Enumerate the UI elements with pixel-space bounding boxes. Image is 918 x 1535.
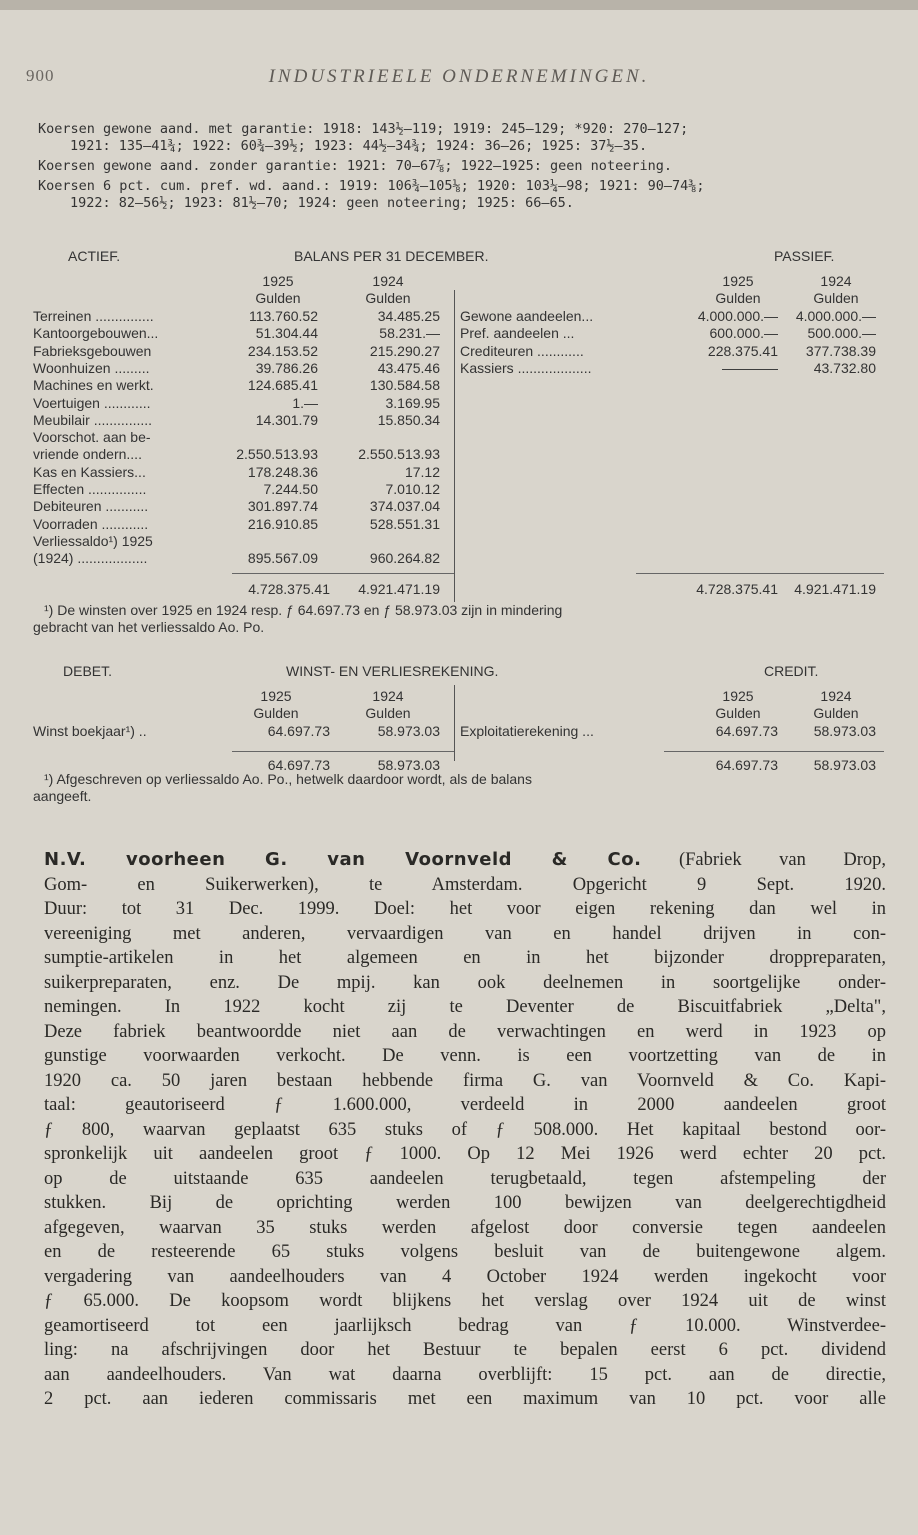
actief-label: Voorschot. aan be-: [33, 429, 151, 446]
body-line: en de resteerende 65 stuks volgens besluit van de buitengewone algem.: [44, 1242, 886, 1262]
body-line: vergadering van aandeelhouders van 4 October 1924 werden ingekocht voor: [44, 1266, 886, 1287]
passief-label: Crediteuren ............: [460, 342, 584, 359]
actief-value-1925: 124.685.41: [247, 377, 318, 394]
actief-value-1924: 43.475.46: [377, 359, 440, 376]
actief-label: Kas en Kassiers...: [33, 463, 146, 480]
running-title: INDUSTRIEELE ONDERNEMINGEN.: [268, 66, 650, 87]
total-value: 4.728.375.41: [696, 581, 778, 597]
actief-label: Terreinen ...............: [33, 308, 154, 324]
debet-label: Winst boekjaar¹) ..: [33, 723, 147, 739]
credit-value: 64.697.73: [715, 723, 778, 739]
company-description: [44, 848, 886, 1412]
passief-value-1924: 377.738.39: [805, 342, 876, 359]
year-label: 1924: [820, 688, 852, 704]
body-line: aan aandeelhouders. Van wat daarna overblijft: 15 pct. aan de directie,: [44, 1364, 886, 1385]
total-rule: [232, 751, 454, 752]
running-header: [0, 66, 918, 92]
body-line: sumptie-artikelen in het algemeen en in het bijzonder droppreparaten,: [44, 948, 886, 968]
actief-value-1925: 234.153.52: [247, 342, 318, 359]
actief-label: Kantoorgebouwen...: [33, 325, 159, 342]
koersen-line: Koersen 6 pct. cum. pref. wd. aand.: 1919: 106¾—105⅛; 1920: 103¼—98; 1921: 90—74⅜;: [38, 178, 705, 194]
page-top-edge: [0, 0, 918, 10]
passief-value-1924: 4.000.000.—: [795, 308, 876, 324]
credit-title: CREDIT.: [764, 663, 819, 679]
balance-sheet: [0, 248, 918, 635]
balance-title: BALANS PER 31 DECEMBER.: [294, 248, 489, 264]
page-number: 900: [26, 66, 55, 85]
actief-value-1925: 216.910.85: [247, 515, 318, 532]
balance-footnote: gebracht van het verliessaldo Ao. Po.: [33, 619, 265, 635]
passief-label: Kassiers ...................: [460, 359, 592, 376]
winst-title: WINST- EN VERLIESREKENING.: [286, 663, 499, 679]
actief-label: Voertuigen ............: [33, 394, 151, 411]
passief-label: Pref. aandeelen ...: [460, 325, 575, 342]
unit-label: Gulden: [813, 290, 859, 306]
body-line: 2 pct. aan iederen commissaris met een maximum van 10 pct. voor alle: [44, 1389, 886, 1409]
body-line: ƒ 65.000. De koopsom wordt blijkens het verslag over 1924 uit de winst: [44, 1291, 886, 1311]
debet-value: 64.697.73: [267, 723, 330, 739]
total-value: 64.697.73: [267, 757, 330, 773]
actief-value-1925: 301.897.74: [247, 498, 318, 515]
actief-value-1925: 178.248.36: [247, 463, 318, 480]
unit-label: Gulden: [253, 705, 299, 721]
body-line: suikerpreparaten, enz. De mpij. kan ook deelnemen in soortgelijke onder-: [44, 972, 886, 993]
passief-label: Gewone aandeelen...: [460, 308, 594, 324]
passief-value-1924: 43.732.80: [813, 359, 876, 376]
year-label: 1925: [260, 688, 292, 704]
passief-title: PASSIEF.: [774, 248, 835, 264]
actief-value-1925: 895.567.09: [247, 550, 318, 567]
passief-value-1925: 4.000.000.—: [697, 308, 778, 324]
actief-value-1924: 2.550.513.93: [358, 446, 440, 463]
actief-label: Verliessaldo¹) 1925: [33, 532, 153, 549]
actief-value-1924: 34.485.25: [377, 308, 440, 324]
actief-value-1924: 215.290.27: [369, 342, 440, 359]
total-value: 58.973.03: [377, 757, 440, 773]
body-line: ling: na afschrijvingen door het Bestuur te bepalen eerst 6 pct. dividend: [44, 1340, 886, 1360]
unit-label: Gulden: [255, 290, 301, 306]
actief-label: Effecten ...............: [33, 481, 147, 497]
actief-value-1924: 130.584.58: [369, 377, 440, 394]
actief-value-1924: 960.264.82: [369, 550, 440, 567]
year-label: 1924: [372, 273, 404, 289]
body-line: vereeniging met anderen, vervaardigen van en handel drijven in con-: [44, 923, 886, 944]
passief-value-1925: 600.000.—: [709, 325, 778, 342]
actief-value-1924: 374.037.04: [369, 498, 440, 515]
column-divider: [454, 290, 455, 602]
actief-value-1924: 7.010.12: [385, 481, 440, 497]
actief-value-1925: 2.550.513.93: [236, 446, 318, 463]
actief-label: Fabrieksgebouwen: [33, 342, 152, 359]
unit-label: Gulden: [715, 705, 761, 721]
unit-label: Gulden: [365, 290, 411, 306]
body-line: spronkelijk uit aandeelen groot ƒ 1000. Op 12 Mei 1926 werd echter 20 pct.: [44, 1144, 886, 1164]
actief-value-1924: 17.12: [404, 463, 440, 480]
body-line: geamortiseerd tot een jaarlijksch bedrag van ƒ 10.000. Winstverdee-: [44, 1315, 886, 1336]
company-name: N.V. voorheen G. van Voornveld & Co.: [44, 849, 642, 870]
actief-label: Voorraden ............: [33, 515, 149, 532]
body-line: nemingen. In 1922 kocht zij te Deventer de Biscuitfabriek „Delta",: [44, 997, 886, 1017]
year-label: 1924: [820, 273, 852, 289]
total-value: 4.728.375.41: [248, 581, 330, 597]
actief-value-1925: 7.244.50: [263, 481, 318, 497]
total-rule: [664, 751, 884, 752]
unit-label: Gulden: [365, 705, 411, 721]
profit-loss-account: [0, 663, 918, 813]
actief-label: Debiteuren ...........: [33, 498, 149, 515]
passief-value-1925: 228.375.41: [707, 342, 778, 359]
passief-value-1925: ————: [722, 359, 778, 376]
actief-value-1925: 113.760.52: [248, 308, 318, 324]
koersen-line: Koersen gewone aand. met garantie: 1918: 143½—119; 1919: 245—129; *920: 270—127;: [38, 121, 689, 137]
koersen-line: 1921: 135—41¾; 1922: 60¾—39½; 1923: 44½—34¾; 1924: 36—26; 1925: 37½—35.: [70, 138, 648, 154]
body-line: 1920 ca. 50 jaren bestaan hebbende firma G. van Voornveld & Co. Kapi-: [44, 1070, 886, 1091]
actief-label: (1924) ..................: [33, 550, 148, 567]
body-line: stukken. Bij de oprichting werden 100 bewijzen van deelgerechtigdheid: [44, 1193, 886, 1213]
actief-value-1924: 58.231.—: [379, 325, 440, 342]
passief-value-1924: 500.000.—: [807, 325, 876, 342]
body-line: ƒ 800, waarvan geplaatst 635 stuks of ƒ 508.000. Het kapitaal bestond oor-: [44, 1119, 886, 1140]
body-lines: [44, 873, 886, 1412]
body-line: afgegeven, waarvan 35 stuks werden afgelost door conversie tegen aandeelen: [44, 1217, 886, 1238]
year-label: 1925: [262, 273, 294, 289]
body-line: taal: geautoriseerd ƒ 1.600.000, verdeeld in 2000 aandeelen groot: [44, 1095, 886, 1115]
balance-footnote: ¹) De winsten over 1925 en 1924 resp. ƒ 64.697.73 en ƒ 58.973.03 zijn in mindering: [44, 602, 563, 618]
actief-label: Meubilair ...............: [33, 411, 153, 428]
body-line: Gom- en Suikerwerken), te Amsterdam. Opgericht 9 Sept. 1920.: [44, 874, 886, 895]
credit-value: 58.973.03: [813, 723, 876, 739]
body-line: op de uitstaande 635 aandeelen terugbetaald, tegen afstempeling der: [44, 1168, 886, 1189]
actief-value-1925: 51.304.44: [255, 325, 318, 342]
total-rule: [636, 573, 884, 574]
actief-value-1924: 528.551.31: [369, 515, 440, 532]
unit-label: Gulden: [715, 290, 761, 306]
actief-label: Machines en werkt.: [33, 377, 154, 394]
year-label: 1925: [722, 688, 754, 704]
body-line: gunstige voorwaarden verkocht. De venn. is een voortzetting van de in: [44, 1046, 886, 1066]
actief-title: ACTIEF.: [68, 248, 121, 264]
total-rule: [232, 573, 454, 574]
body-line: (Fabriek van Drop,: [641, 850, 886, 870]
unit-label: Gulden: [813, 705, 859, 721]
winst-footnote: aangeeft.: [33, 788, 92, 804]
credit-label: Exploitatierekening ...: [460, 723, 594, 739]
company-heading-line: [44, 848, 886, 873]
actief-value-1924: 3.169.95: [385, 394, 440, 411]
actief-value-1924: 15.850.34: [377, 411, 440, 428]
actief-value-1925: 14.301.79: [255, 411, 318, 428]
koersen-block: [0, 121, 918, 212]
actief-value-1925: 39.786.26: [255, 359, 318, 376]
koersen-line: Koersen gewone aand. zonder garantie: 1921: 70—67⅞; 1922—1925: geen noteering.: [38, 158, 672, 174]
debet-value: 58.973.03: [377, 723, 440, 739]
actief-label: vriende ondern....: [33, 446, 142, 463]
total-value: 58.973.03: [813, 757, 876, 773]
year-label: 1924: [372, 688, 404, 704]
total-value: 4.921.471.19: [794, 581, 876, 597]
body-line: Duur: tot 31 Dec. 1999. Doel: het voor eigen rekening dan wel in: [44, 899, 886, 919]
koersen-line: 1922: 82—56½; 1923: 81½—70; 1924: geen noteering; 1925: 66—65.: [70, 195, 574, 211]
debet-title: DEBET.: [63, 663, 113, 679]
total-value: 64.697.73: [715, 757, 778, 773]
body-line: Deze fabriek beantwoordde niet aan de verwachtingen en werd in 1923 op: [44, 1021, 886, 1042]
year-label: 1925: [722, 273, 754, 289]
actief-value-1925: 1.—: [292, 394, 318, 411]
column-divider: [454, 685, 455, 761]
winst-footnote: ¹) Afgeschreven op verliessaldo Ao. Po., hetwelk daardoor wordt, als de balans: [44, 771, 532, 787]
actief-label: Woonhuizen .........: [33, 359, 150, 376]
total-value: 4.921.471.19: [358, 581, 440, 597]
